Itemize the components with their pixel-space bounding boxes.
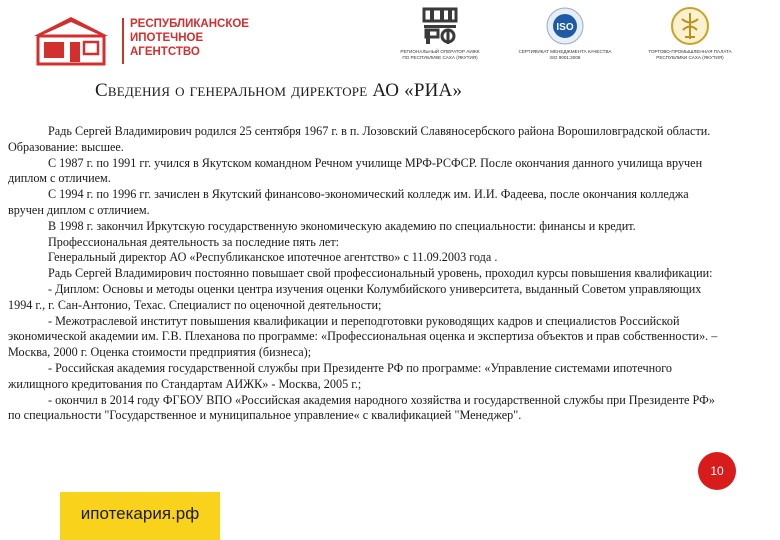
partner-chamber [638, 6, 742, 61]
paragraph: - Российская академия государственной службы при Президенте РФ по программе: «Управление системами ипотечного жилищного кредитования по Стандартам АИЖК» - Москва, 2005 г.; [8, 360, 673, 391]
partner-caption-line: ТОРГОВО-ПРОМЫШЛЕННАЯ ПАЛАТА [648, 49, 732, 54]
paragraph: - окончил в 2014 году ФГБОУ ВПО «Российская академия народного хозяйства и государственной службы при Президенте РФ» по специальности "Государственное и муниципальное управление« с квалификацией "Менеджер". [8, 392, 715, 423]
logo-wordmark [130, 17, 249, 59]
paragraph: Профессиональная деятельность за последние пять лет: [48, 234, 340, 249]
paragraph: Радь Сергей Владимирович постоянно повышает свой профессиональный уровень, проходил курсы повышения квалификации: [48, 266, 713, 281]
partner-caption-line: РЕГИОНАЛЬНЫЙ ОПЕРАТОР АИЖК [400, 49, 480, 54]
iso-certified-seal-icon [545, 6, 585, 46]
footer-banner [60, 492, 220, 540]
biography-text [8, 124, 726, 424]
logo-line: АГЕНТСТВО [130, 46, 200, 58]
house-logo-icon [30, 14, 112, 66]
paragraph: Радь Сергей Владимирович родился 25 сентября 1967 г. в п. Лозовский Славяносербского района Ворошиловградской области. Образование: высшее. [8, 124, 711, 154]
logo-line: РЕСПУБЛИКАНСКОЕ [130, 18, 249, 30]
partner-caption [390, 49, 490, 61]
logo-divider [122, 18, 124, 64]
partner-caption-line: ПО РЕСПУБЛИКЕ САХА (ЯКУТИЯ) [402, 55, 478, 60]
page-number-badge: 10 [698, 452, 736, 490]
footer-url[interactable]: ипотекария.рф [80, 504, 200, 523]
page-title: Сведения о генеральном директоре АО «РИА» [95, 80, 463, 101]
paragraph: С 1994 г. по 1996 гг. зачислен в Якутский финансово-экономический колледж им. И.И. Фадеева, после окончания колледжа вручен диплом с отличием. [8, 187, 689, 217]
partner-caption-line: СЕРТИФИКАТ МЕНЕДЖМЕНТА КАЧЕСТВА [518, 49, 612, 54]
paragraph: - Межотраслевой институт повышения квалификации и переподготовки руководящих кадров и специалистов Российской экономической академии им. Г.В. Плеханова по программе: «Профессиональная оценка и экспертиза объектов и прав собственности». – Москва, 2000 г. Оценка стоимости предприятия (бизнеса); [8, 313, 718, 360]
partner-caption [515, 49, 615, 61]
paragraph: Генеральный директор АО «Республиканское ипотечное агентство» с 11.09.2003 года . [48, 250, 498, 265]
paragraph: С 1987 г. по 1991 гг. учился в Якутском командном Речном училище МРФ-РСФСР. После окончания данного училища вручен диплом с отличием. [8, 155, 703, 186]
partner-caption [638, 49, 742, 61]
paragraph: В 1998 г. закончил Иркутскую государственную экономическую академию по специальности: финансы и кредит. [48, 218, 636, 233]
paragraph: - Диплом: Основы и методы оценки центра изучения оценки Колумбийского университета, выданный Советом управляющих 1994 г., г. Сан-Антонио, Техас. Специалист по оценочной деятельности; [8, 281, 702, 312]
dom-rf-logo-icon [420, 6, 460, 46]
partner-dom-rf [390, 6, 490, 61]
chamber-of-commerce-emblem-icon [670, 6, 710, 46]
partner-iso [515, 6, 615, 61]
svg-text:ISO: ISO [556, 22, 574, 33]
partner-caption-line: ISO 9001:2008 [549, 55, 581, 60]
partner-caption-line: РЕСПУБЛИКИ САХА (ЯКУТИЯ) [656, 55, 724, 60]
ria-logo [30, 14, 249, 70]
logo-line: ИПОТЕЧНОЕ [130, 32, 204, 44]
